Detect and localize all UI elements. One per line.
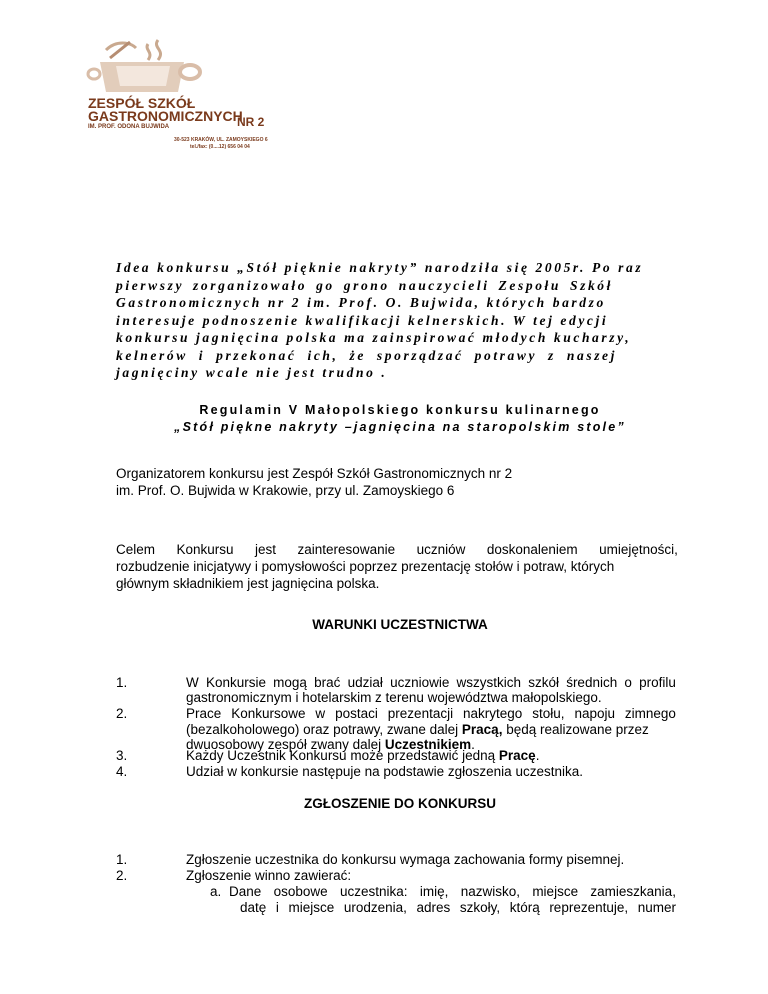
intro-line: Gastronomicznych nr 2 im. Prof. O. Bujwida, których bardzo [116, 295, 606, 310]
word: nakrytego [463, 706, 523, 721]
word: uczniowie [390, 675, 450, 690]
word: uczniów [416, 542, 466, 557]
regulation-title: Regulamin V Małopolskiego konkursu kulinarnego [199, 403, 601, 417]
text: Każdy Uczestnik Konkursu może przedstawić jedną [186, 748, 499, 763]
word: urodzenia, [343, 900, 407, 915]
word: w [315, 706, 326, 721]
word: miejsce [532, 884, 579, 899]
word: numer [637, 900, 676, 915]
registration-item-1: Zgłoszenie uczestnika do konkursu wymaga zachowania formy pisemnej. [186, 852, 625, 867]
word: zainteresowanie [297, 542, 396, 557]
sublist-a-line [229, 884, 676, 899]
intro-line: konkursu jagnięcina polska ma zainspirować młodych kucharzy, [116, 330, 632, 345]
word: szkół [528, 675, 559, 690]
section-heading-participation: WARUNKI UCZESTNICTWA [312, 617, 488, 632]
section-heading-registration: ZGŁOSZENIE DO KONKURSU [303, 796, 496, 811]
logo-address: 30-523 KRAKÓW, UL. ZAMOYSKIEGO 6 [174, 137, 268, 143]
word: zamieszkania, [590, 884, 676, 899]
word: udział [347, 675, 383, 690]
word: napoju [574, 706, 615, 721]
word: Konkursu [176, 542, 234, 557]
word: adres [416, 900, 451, 915]
word: nazwisko, [460, 884, 520, 899]
word: Prace [186, 706, 222, 721]
goal-line: głównym składnikiem jest jagnięcina polska. [116, 576, 380, 591]
list-number: 1. [116, 675, 128, 690]
word: Dane [229, 884, 262, 899]
text: będą realizowane przez [502, 722, 649, 737]
word: uczestnika: [339, 884, 408, 899]
registration-item-2: Zgłoszenie winno zawierać: [186, 868, 352, 883]
goal-line-justified [116, 541, 678, 558]
intro-line: jagnięciny wcale nie jest trudno . [116, 365, 388, 380]
word: profilu [639, 675, 676, 690]
word: reprezentuje, [549, 900, 629, 915]
organizer-paragraph [116, 465, 676, 499]
competition-name: „Stół piękne nakryty –jagnięcina na staropolskim stole” [174, 420, 626, 434]
list-number: 2. [116, 706, 128, 721]
organizer-line: im. Prof. O. Bujwida w Krakowie, przy ul. Zamoyskiego 6 [116, 483, 455, 498]
list-item-2-line [186, 722, 676, 737]
logo-name-line2: GASTRONOMICZNYCH [88, 108, 243, 124]
text: . [471, 737, 475, 752]
word: średnich [566, 675, 618, 690]
logo-patron: IM. PROF. ODONA BUJWIDA [88, 124, 170, 130]
list-item-2-line [186, 706, 676, 721]
list-number: 4. [116, 764, 128, 779]
word: datę [240, 900, 267, 915]
word: Konkursowe [231, 706, 306, 721]
goal-line: rozbudzenie inicjatywy i pomysłowości poprzez prezentację stołów i potraw, których [116, 559, 615, 574]
term-uczestnik: Uczestnikiem [384, 737, 472, 752]
intro-line: Idea konkursu „Stół pięknie nakryty” narodziła się 2005r. Po raz [116, 260, 644, 275]
word: wszystkich [456, 675, 522, 690]
logo-number: NR 2 [237, 115, 265, 129]
term-praca: Pracą, [461, 722, 503, 737]
word: stołu, [532, 706, 565, 721]
list-item-1-line [186, 675, 676, 690]
word: zimnego [624, 706, 676, 721]
list-item-4: Udział w konkursie następuje na podstawie zgłoszenia uczestnika. [186, 764, 583, 779]
word: Konkursie [205, 675, 266, 690]
intro-line: interesuje podnoszenie kwalifikacji kelnerskich. W tej edycji [116, 312, 609, 328]
list-number: 2. [116, 868, 128, 883]
word: postaci [335, 706, 378, 721]
list-number: 3. [116, 748, 128, 763]
school-logo [86, 36, 270, 150]
logo-name-line1: ZESPÓŁ SZKÓŁ [88, 95, 196, 111]
intro-line: pierwszy zorganizowało go grono nauczycieli Zespołu Szkół [116, 277, 613, 293]
word: doskonaleniem [486, 542, 578, 557]
organizer-line: Organizatorem konkursu jest Zespół Szkół Gastronomicznych nr 2 [116, 466, 513, 481]
intro-line: kelnerów i przekonać ich, że sporządzać potrawy z naszej [116, 347, 617, 363]
word: o [624, 675, 632, 690]
word: brać [314, 675, 341, 690]
text: (bezalkoholowego) oraz potrawy, zwane dalej [186, 722, 462, 737]
word: miejsce [288, 900, 335, 915]
goal-paragraph [116, 541, 678, 592]
word: jest [255, 542, 277, 557]
word: W [186, 675, 199, 690]
list-item-3 [186, 748, 539, 763]
intro-paragraph [116, 259, 676, 382]
word: umiejętności, [599, 542, 678, 557]
sublist-a-line [240, 900, 676, 915]
word: imię, [419, 884, 449, 899]
text: dwuosobowy zespół zwany dalej [186, 737, 385, 752]
word: szkoły, [459, 900, 501, 915]
word: którą [509, 900, 540, 915]
sublist-marker: a. [210, 884, 222, 899]
word: prezentacji [387, 706, 454, 721]
text: . [535, 748, 540, 763]
word: i [275, 900, 279, 915]
word: osobowe [273, 884, 328, 899]
term-praca: Pracę [498, 748, 536, 763]
word: mogą [273, 675, 307, 690]
list-number: 1. [116, 852, 128, 867]
logo-phone: tel./fax: (0....12) 656 04 04 [190, 144, 250, 150]
list-item-1-line: gastronomicznym i hotelarskim z terenu województwa małopolskiego. [186, 690, 602, 705]
word: Celem [116, 542, 156, 557]
